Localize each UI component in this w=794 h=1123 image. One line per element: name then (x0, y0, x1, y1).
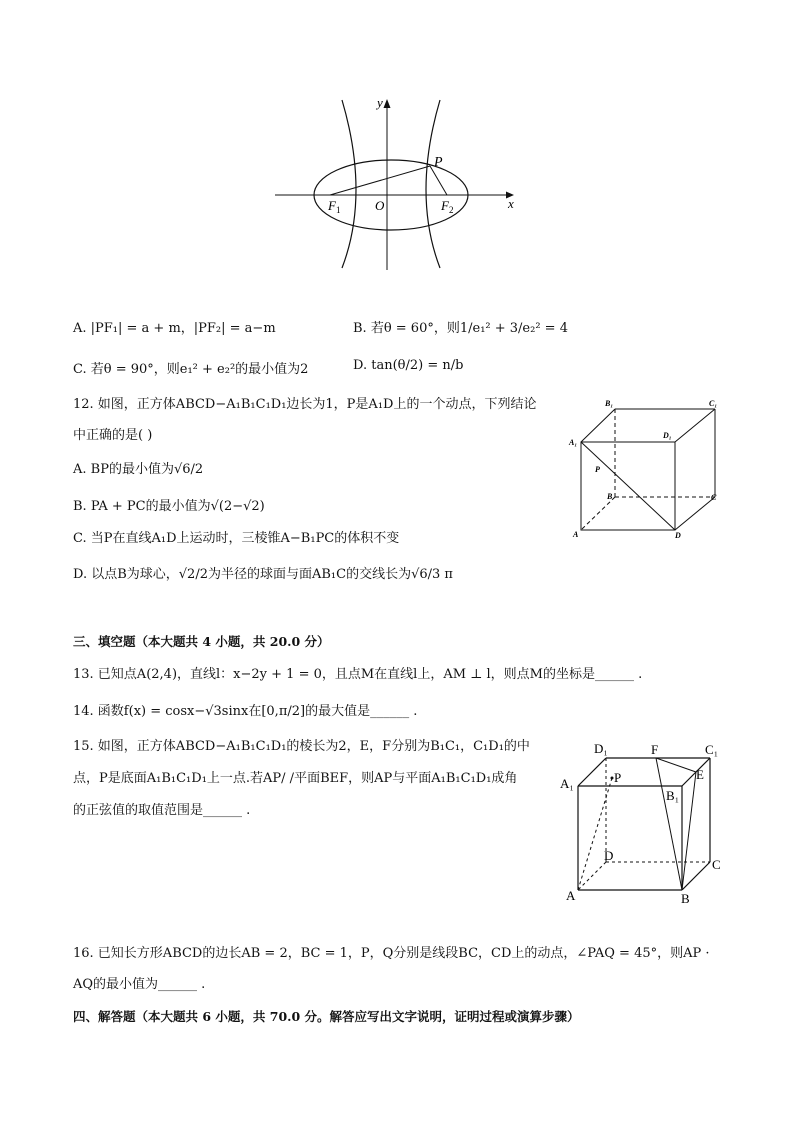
q15-line3: 的正弦值的取值范围是______ . (73, 803, 251, 818)
q12-stem-line1: 12. 如图，正方体ABCD−A₁B₁C₁D₁边长为1，P是A₁D上的一个动点，下列结论 (73, 397, 537, 412)
q11-option-d: D. tan(θ/2) = n/b (353, 358, 464, 373)
label-E: E (696, 767, 704, 782)
label-F1: F (328, 198, 336, 213)
cube-figure-q12 (565, 395, 725, 545)
label-O: O (375, 198, 385, 213)
section-3-heading: 三、填空题（本大题共 4 小题，共 20.0 分） (73, 634, 330, 649)
label-y: y (377, 95, 383, 110)
label-x: x (508, 196, 514, 211)
q16-line1: 16. 已知长方形ABCD的边长AB = 2，BC = 1，P，Q分别是线段BC，CD上的动点，∠PAQ = 45°，则AP · (73, 946, 710, 961)
label-D: D (675, 531, 681, 540)
label-A: A (573, 530, 579, 539)
q11-option-b: B. 若θ = 60°，则1/e₁² + 3/e₂² = 4 (353, 321, 568, 336)
label-F2: F (441, 198, 449, 213)
ellipse-hyperbola-figure (270, 90, 530, 275)
label-F: F (651, 742, 659, 757)
label-C: C (712, 857, 721, 872)
label-A1: A₁ (560, 776, 574, 791)
q12-stem-line2: 中正确的是( ) (73, 428, 153, 443)
label-P: P (434, 155, 443, 170)
q12-option-c: C. 当P在直线A₁D上运动时，三棱锥A−B₁PC的体积不变 (73, 531, 400, 546)
label-P: P (595, 465, 600, 474)
label-D: D (604, 848, 614, 863)
label-C1: C₁ (705, 742, 719, 757)
label-D1: D₁ (594, 741, 608, 756)
label-C1: C₁ (709, 399, 718, 408)
label-A: A (566, 888, 576, 903)
q12-option-b: B. PA + PC的最小值为√(2−√2) (73, 499, 265, 514)
label-B: B (607, 492, 613, 501)
q12-option-a: A. BP的最小值为√6/2 (73, 462, 204, 477)
q14: 14. 函数f(x) = cosx−√3sinx在[0,π/2]的最大值是______ . (73, 704, 418, 719)
q13: 13. 已知点A(2,4)，直线l：x−2y + 1 = 0，且点M在直线l上，AM ⊥ l，则点M的坐标是______ . (73, 667, 643, 682)
q11-option-a: A. |PF₁| = a + m，|PF₂| = a−m (73, 321, 276, 336)
label-F1-sub: 1 (336, 205, 341, 215)
label-F2-sub: 2 (449, 205, 454, 215)
label-B1: B₁ (605, 399, 614, 408)
section-4-heading: 四、解答题（本大题共 6 小题，共 70.0 分。解答应写出文字说明，证明过程或演算步骤） (73, 1009, 580, 1024)
q12-option-d: D. 以点B为球心，√2/2为半径的球面与面AB₁C的交线长为√6/3 π (73, 567, 453, 582)
label-C: C (711, 493, 717, 502)
q15-line2: 点，P是底面A₁B₁C₁D₁上一点.若AP/ /平面BEF，则AP与平面A₁B₁C₁D₁成角 (73, 771, 518, 786)
q11-option-c: C. 若θ = 90°，则e₁² + e₂²的最小值为2 (73, 362, 309, 377)
q16-line2: AQ的最小值为______ . (73, 977, 206, 992)
label-B1: B₁ (666, 788, 680, 803)
label-P: P (614, 770, 622, 785)
q15-line1: 15. 如图，正方体ABCD−A₁B₁C₁D₁的棱长为2，E，F分别为B₁C₁，C₁D₁的中 (73, 739, 530, 754)
label-B: B (681, 891, 690, 906)
label-D1: D₁ (663, 431, 672, 440)
cube-figure-q15 (560, 738, 732, 910)
label-A1: A₁ (569, 438, 578, 447)
